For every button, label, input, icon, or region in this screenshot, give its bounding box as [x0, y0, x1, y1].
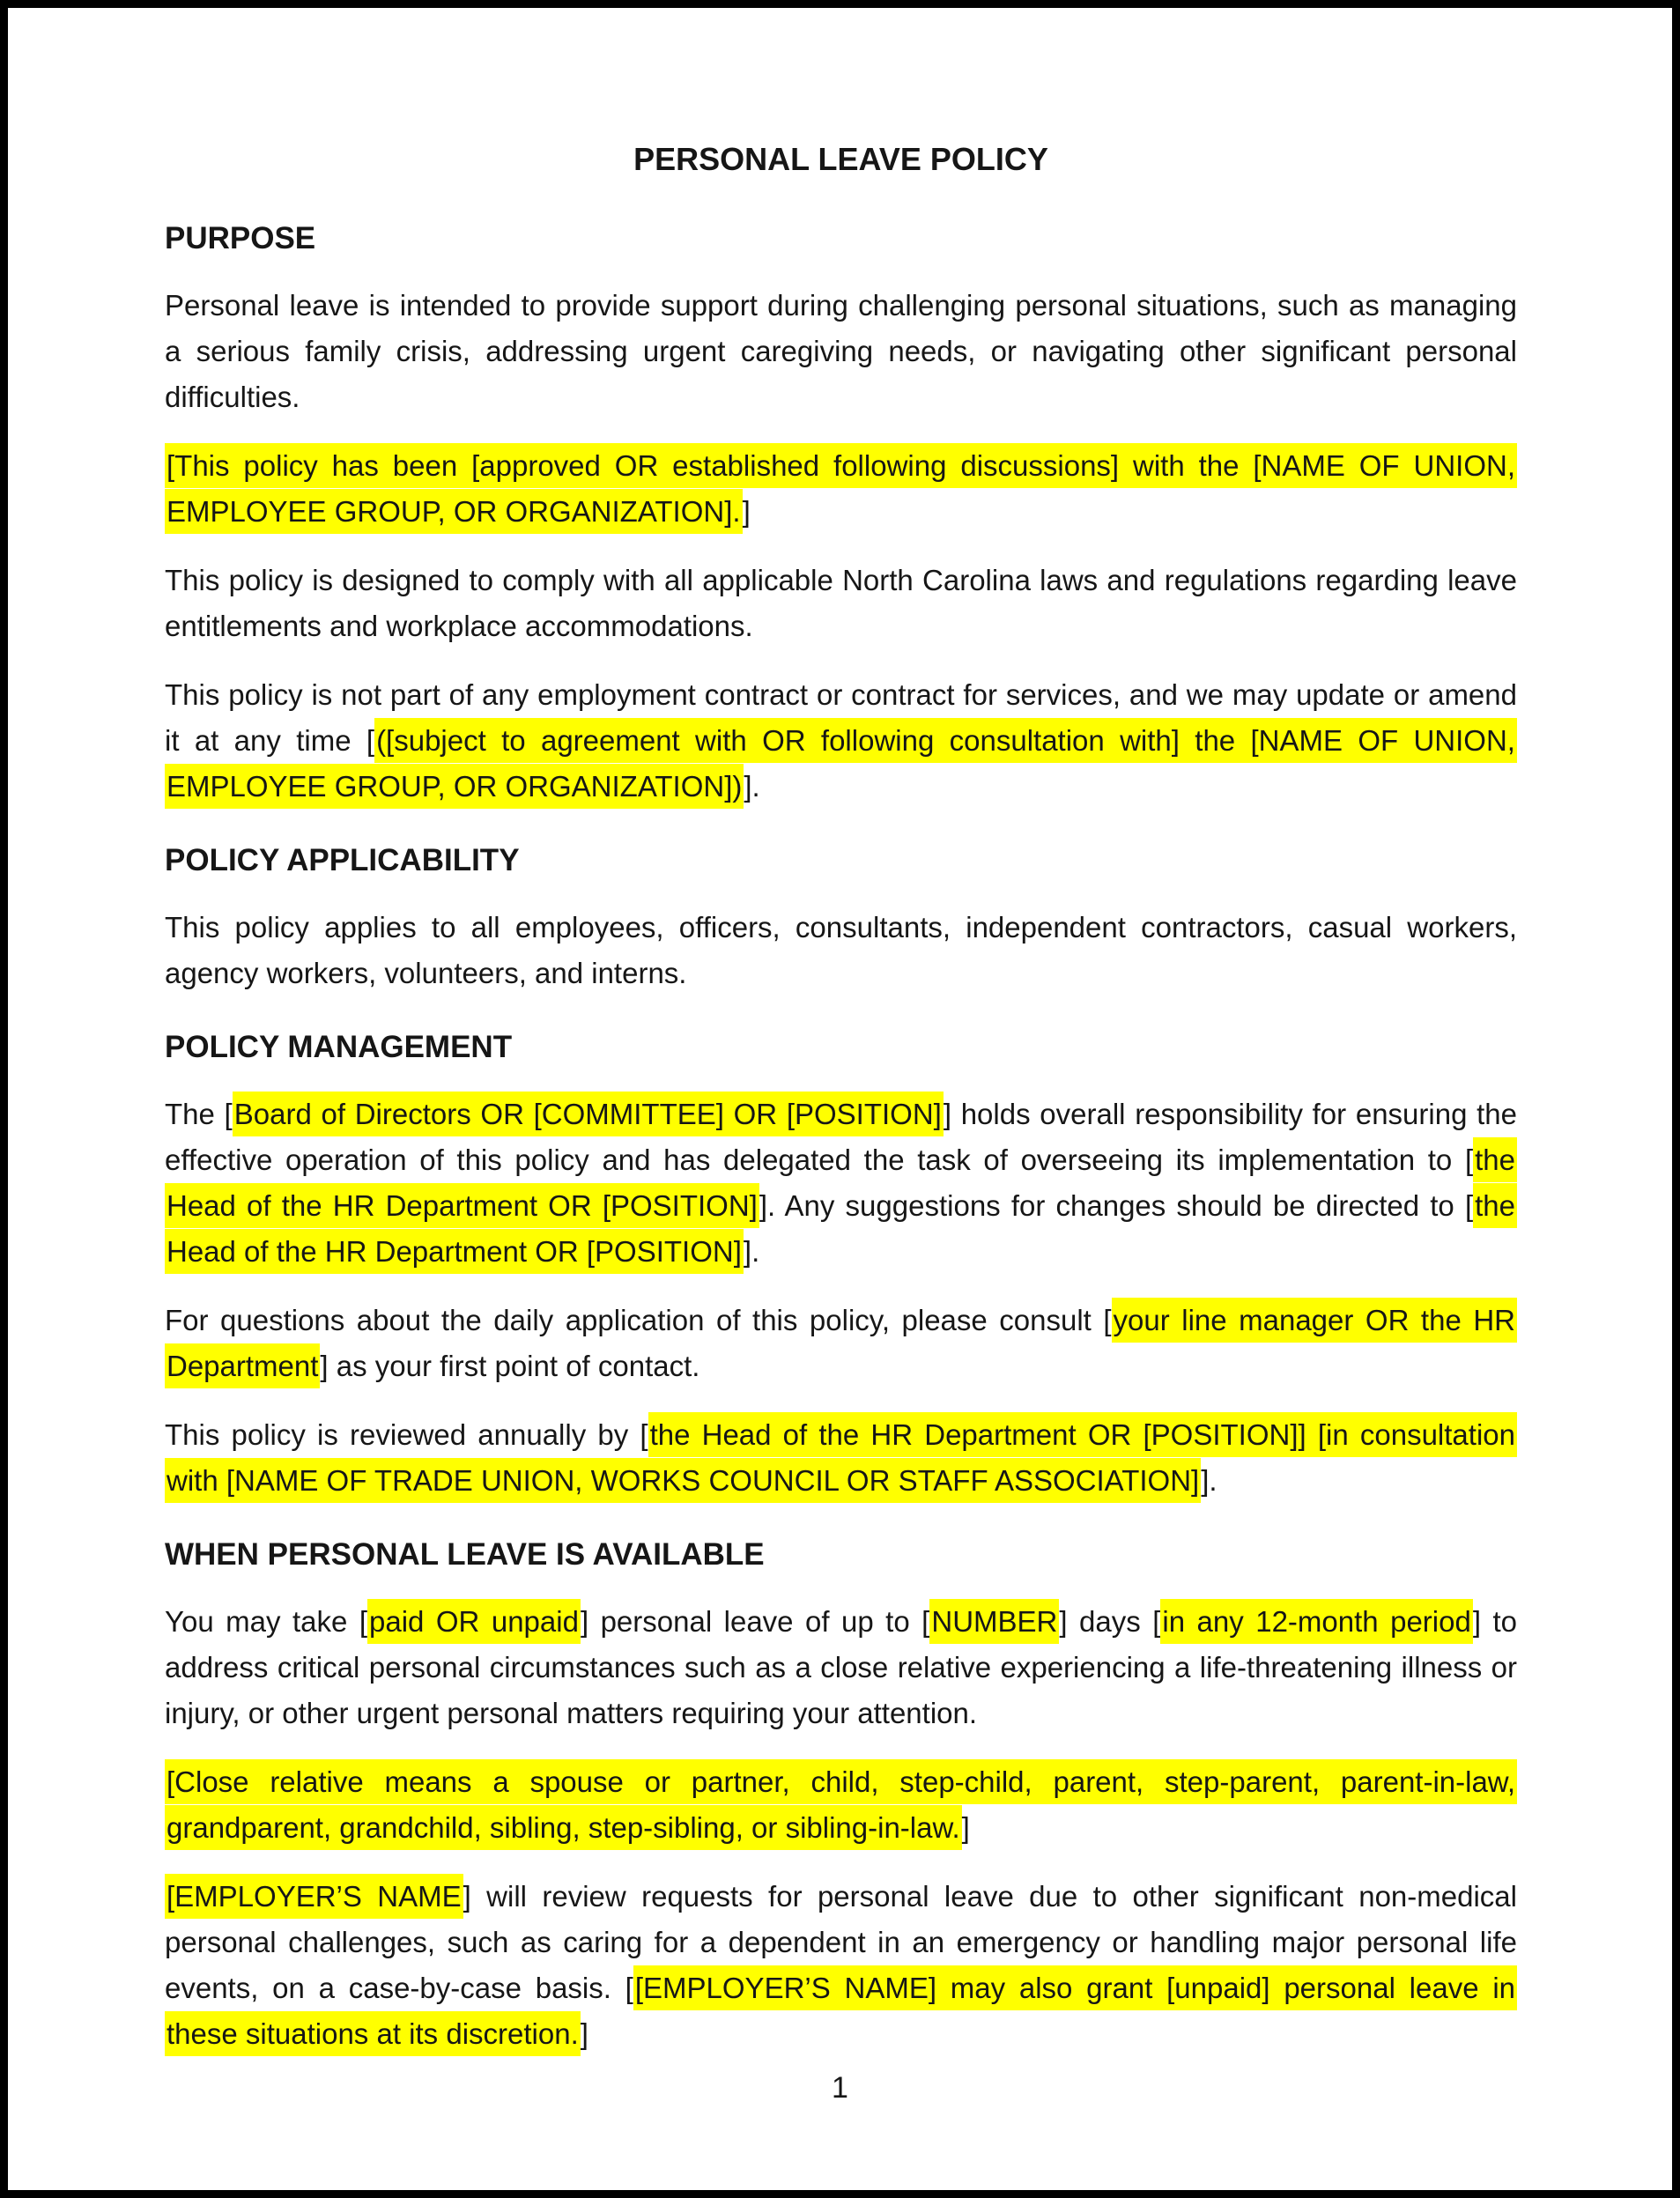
- paragraph: You may take [paid OR unpaid] personal leave of up to [NUMBER] days [in any 12-month period] to address critical personal circumstances such as a close relative experiencing a life-threatening illness or injury, or other urgent personal matters requiring your attention.: [165, 1599, 1517, 1736]
- paragraph: Personal leave is intended to provide support during challenging personal situations, such as managing a serious family crisis, addressing urgent caregiving needs, or navigating other significant personal difficulties.: [165, 289, 1517, 413]
- paragraph: [Close relative means a spouse or partner, child, step-child, parent, step-parent, parent-in-law, grandparent, grandchild, sibling, step-sibling, or sibling-in-law.]: [165, 1759, 1517, 1851]
- document-title: PERSONAL LEAVE POLICY: [633, 141, 1048, 177]
- highlighted-text: the Head of the HR Department OR [POSITION]: [165, 1137, 1517, 1228]
- highlighted-text: Board of Directors OR [COMMITTEE] OR [POSITION]: [233, 1092, 944, 1136]
- paragraph: This policy is reviewed annually by [the Head of the HR Department OR [POSITION]] [in consultation with [NAME OF TRADE UNION, WORKS COUNCIL OR STAFF ASSOCIATION]].: [165, 1412, 1517, 1504]
- section-heading: WHEN PERSONAL LEAVE IS AVAILABLE: [165, 1537, 765, 1572]
- highlighted-text: in any 12-month period: [1160, 1599, 1472, 1644]
- highlighted-text: [EMPLOYER’S NAME] may also grant [unpaid] personal leave in these situations at its discretion.: [165, 1965, 1517, 2056]
- document-content: [165, 140, 1517, 2057]
- section-heading: POLICY APPLICABILITY: [165, 843, 520, 877]
- highlighted-text: your line manager OR the HR Department: [165, 1298, 1517, 1388]
- highlighted-text: the Head of the HR Department OR [POSITION]: [165, 1183, 1517, 1274]
- highlighted-text: [EMPLOYER’S NAME: [165, 1874, 463, 1919]
- highlighted-text: [Close relative means a spouse or partner, child, step-child, parent, step-parent, parent-in-law, grandparent, grandchild, sibling, step-sibling, or sibling-in-law.: [165, 1759, 1517, 1850]
- paragraph: This policy is not part of any employment contract or contract for services, and we may update or amend it at any time [([subject to agreement with OR following consultation with] the [NAME OF UNION, EMPLOYEE GROUP, OR ORGANIZATION])].: [165, 672, 1517, 810]
- paragraph: [EMPLOYER’S NAME] will review requests for personal leave due to other significant non-medical personal challenges, such as caring for a dependent in an emergency or handling major personal life events, on a case-by-case basis. [[EMPLOYER’S NAME] may also grant [unpaid] personal leave in these situations at its discretion.]: [165, 1874, 1517, 2057]
- page-number: 1: [832, 2071, 848, 2105]
- highlighted-text: paid OR unpaid: [367, 1599, 581, 1644]
- paragraph: The [Board of Directors OR [COMMITTEE] OR [POSITION]] holds overall responsibility for ensuring the effective operation of this policy and has delegated the task of overseeing its implementation to [the Head of the HR Department OR [POSITION]]. Any suggestions for changes should be directed to [the Head of the HR Department OR [POSITION]].: [165, 1092, 1517, 1275]
- paragraph: This policy is designed to comply with all applicable North Carolina laws and regulations regarding leave entitlements and workplace accommodations.: [165, 564, 1517, 642]
- highlighted-text: ([subject to agreement with OR following consultation with] the [NAME OF UNION, EMPLOYEE GROUP, OR ORGANIZATION]): [165, 718, 1517, 809]
- highlighted-text: NUMBER: [929, 1599, 1059, 1644]
- highlighted-text: [This policy has been [approved OR established following discussions] with the [NAME OF UNION, EMPLOYEE GROUP, OR ORGANIZATION].: [165, 443, 1517, 534]
- paragraph: For questions about the daily application of this policy, please consult [your line manager OR the HR Department] as your first point of contact.: [165, 1298, 1517, 1389]
- paragraph: This policy applies to all employees, officers, consultants, independent contractors, casual workers, agency workers, volunteers, and interns.: [165, 911, 1517, 989]
- section-heading: POLICY MANAGEMENT: [165, 1030, 513, 1064]
- paragraph: [This policy has been [approved OR established following discussions] with the [NAME OF UNION, EMPLOYEE GROUP, OR ORGANIZATION].]: [165, 443, 1517, 535]
- section-heading: PURPOSE: [165, 221, 316, 255]
- highlighted-text: the Head of the HR Department OR [POSITION]] [in consultation with [NAME OF TRADE UNION, WORKS COUNCIL OR STAFF ASSOCIATION]: [165, 1412, 1517, 1503]
